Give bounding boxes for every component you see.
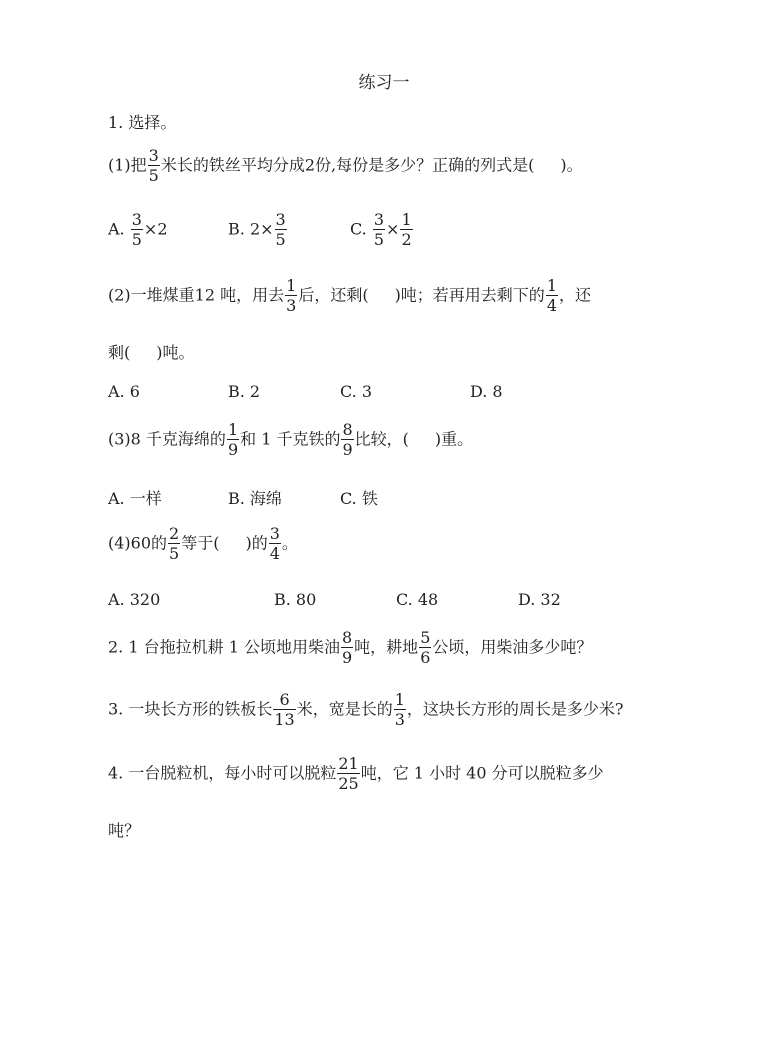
q2-fraction-1: $\frac{1}{3}$ [286,276,297,315]
question-4: (4)60的 $\frac{2}{5}$ 等于( )的 $\frac{3}{4}$ 。 [108,524,298,563]
q2-option-b: B. 2 [228,382,261,401]
p2-fraction-1: $\frac{8}{9}$ [341,628,353,667]
q4-option-d: D. 32 [518,590,561,609]
page-title: 练习一 [358,73,410,93]
q2-fraction-2: $\frac{1}{4}$ [546,276,557,315]
q3-option-b: B. 海绵 [228,489,282,508]
p3-fraction-1: $\frac{6}{13}$ [274,690,295,729]
p4-fraction: $\frac{21}{25}$ [338,754,359,793]
problem-2: 2. 1 台拖拉机耕 1 公顷地用柴油 $\frac{8}{9}$ 吨，耕地 $\frac{5}{6}$ 公顷，用柴油多少吨？ [108,628,593,667]
p3-fraction-2: $\frac{1}{3}$ [394,690,405,729]
section-heading: 1. 选择。 [108,113,177,132]
problem-3: 3. 一块长方形的铁板长 $\frac{6}{13}$ 米，宽是长的 $\frac{1}{3}$ ，这块长方形的周长是多少米? [108,690,624,729]
q1-option-c: C. $\frac{3}{5}$ × $\frac{1}{2}$ [350,210,412,249]
q1-text-post: 米长的铁丝平均分成2份,每份是多少？正确的列式是( [160,155,535,175]
question-1 [108,148,583,184]
q3-option-a: A. 一样 [108,489,162,508]
question-3: (3)8 千克海绵的 $\frac{1}{9}$ 和 1 千克铁的 $\frac{8}{9}$ 比较，( )重。 [108,420,474,459]
q2-option-c: C. 3 [340,382,373,401]
q4-fraction-2: $\frac{3}{4}$ [269,524,280,563]
q3-fraction-2: $\frac{8}{9}$ [342,420,353,459]
q4-fraction-1: $\frac{2}{5}$ [169,524,180,563]
q1-text-pre: (1)把 [108,155,147,175]
p2-fraction-2: $\frac{5}{6}$ [420,628,431,667]
q1-option-b: B. 2× $\frac{3}{5}$ [228,210,286,249]
q2-option-a: A. 6 [108,382,140,401]
q1-fraction: $\frac{3}{5}$ [148,146,159,185]
question-2-continued: 剩( )吨。 [108,343,195,362]
problem-4: 4. 一台脱粒机，每小时可以脱粒 $\frac{21}{25}$ 吨，它 1 小时 40 分可以脱粒多少 [108,754,604,793]
q4-option-b: B. 80 [274,590,317,609]
question-2: (2)一堆煤重12 吨，用去 $\frac{1}{3}$ 后，还剩( )吨；若再用去剩下的 $\frac{1}{4}$ ，还 [108,276,592,315]
q4-option-a: A. 320 [108,590,161,609]
q1-text-end: )。 [560,155,583,175]
q1-option-a: A. $\frac{3}{5}$ ×2 [108,210,168,249]
q3-option-c: C. 铁 [340,489,378,508]
q2-option-d: D. 8 [470,382,503,401]
q3-fraction-1: $\frac{1}{9}$ [227,420,239,459]
q4-option-c: C. 48 [396,590,439,609]
problem-4-continued: 吨？ [108,821,141,840]
